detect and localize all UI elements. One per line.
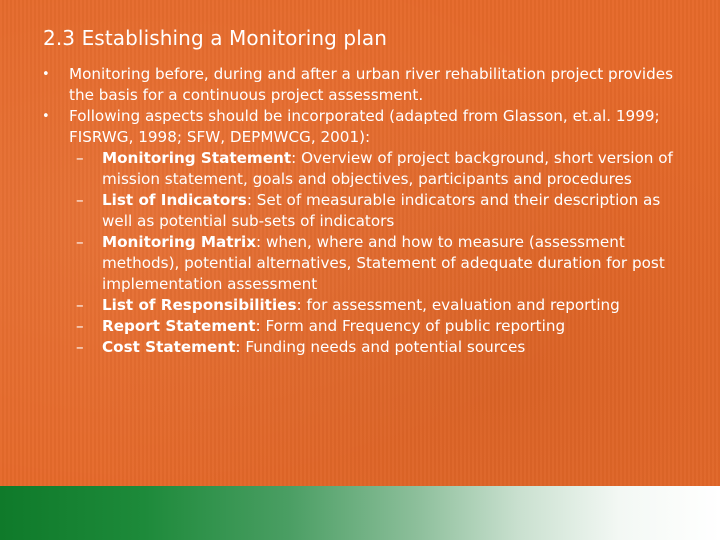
- sub-bullet-term: Report Statement: [102, 317, 256, 335]
- dash-marker: –: [76, 149, 84, 167]
- sub-bullet-term: Cost Statement: [102, 338, 236, 356]
- footer-gradient-band: [0, 486, 720, 540]
- bullet-text: Monitoring before, during and after a urban river rehabilitation project provides the basis for a continuous project assessment.: [69, 65, 673, 104]
- sub-bullet-description: : Set of measurable indicators and their description as well as potential sub-sets of indicators: [102, 191, 661, 230]
- sub-bullet-description: : Form and Frequency of public reporting: [255, 317, 566, 335]
- dash-marker: –: [76, 233, 84, 251]
- sub-bullet-description: : when, where and how to measure (assessment methods), potential alternatives, Statement of adequate duration for post implementation assessment: [102, 233, 665, 293]
- sub-bullet-description: : Funding needs and potential sources: [235, 338, 526, 356]
- sub-bullet-item: [40, 190, 680, 232]
- dash-marker: –: [76, 317, 84, 335]
- sub-bullet-item: [40, 148, 680, 190]
- sub-bullet-item: [40, 337, 680, 358]
- sub-bullet-item: [40, 316, 680, 337]
- sub-bullet-list: [40, 148, 680, 358]
- sub-bullet-term: List of Responsibilities: [102, 296, 297, 314]
- slide-content: [40, 64, 680, 358]
- sub-bullet-item: [40, 295, 680, 316]
- sub-bullet-description: : Overview of project background, short version of mission statement, goals and objectives, participants and procedures: [102, 149, 673, 188]
- bullet-marker: •: [42, 109, 50, 124]
- slide-title: 2.3 Establishing a Monitoring plan: [43, 26, 388, 50]
- dash-marker: –: [76, 338, 84, 356]
- sub-bullet-item: [40, 232, 680, 295]
- bullet-item: [40, 64, 680, 106]
- bullet-text: Following aspects should be incorporated (adapted from Glasson, et.al. 1999; FISRWG, 1998; SFW, DEPMWCG, 2001):: [69, 107, 660, 146]
- sub-bullet-term: List of Indicators: [102, 191, 247, 209]
- bullet-marker: •: [42, 67, 50, 82]
- sub-bullet-description: : for assessment, evaluation and reporting: [296, 296, 620, 314]
- sub-bullet-term: Monitoring Statement: [102, 149, 292, 167]
- bullet-item: [40, 106, 680, 148]
- sub-bullet-term: Monitoring Matrix: [102, 233, 257, 251]
- dash-marker: –: [76, 191, 84, 209]
- dash-marker: –: [76, 296, 84, 314]
